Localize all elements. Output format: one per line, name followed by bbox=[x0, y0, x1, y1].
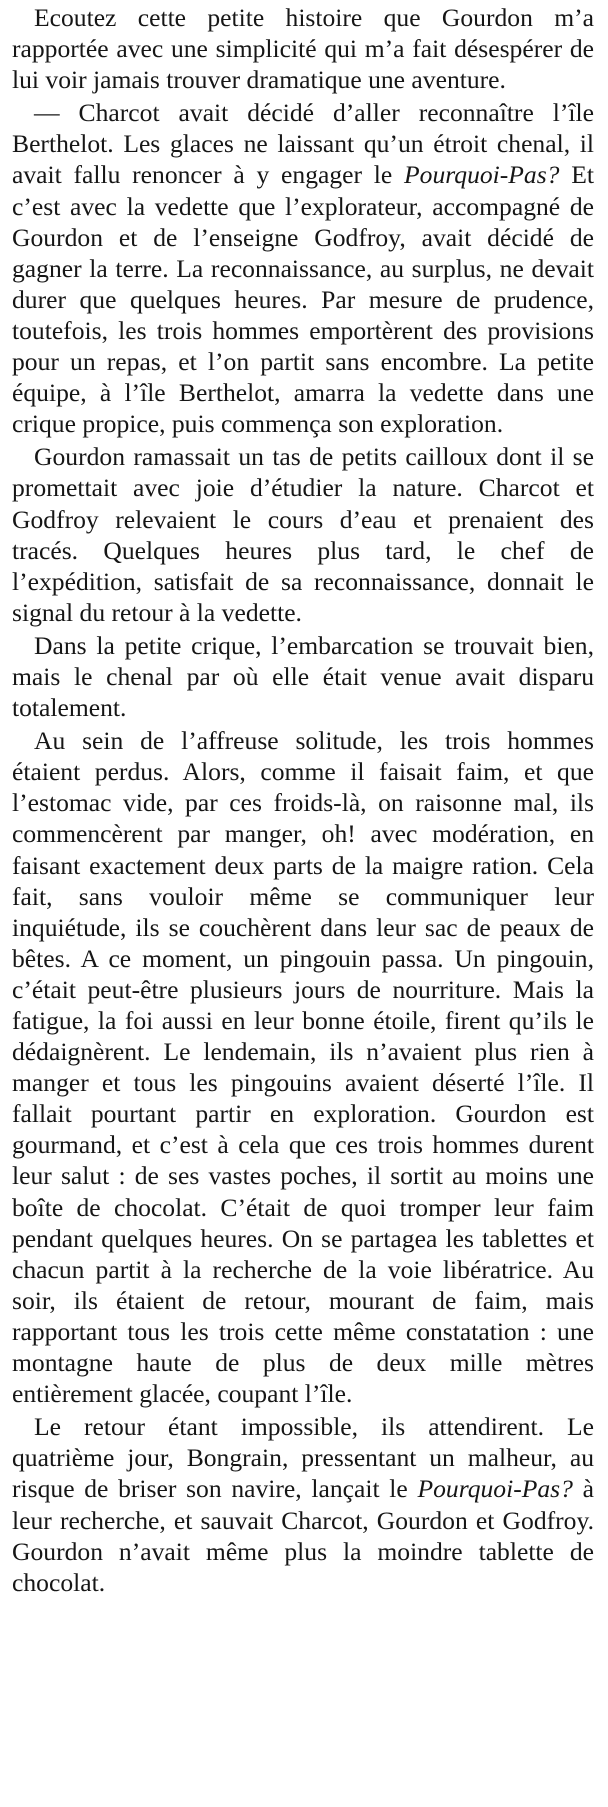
paragraph-rescue bbox=[12, 1411, 594, 1598]
paragraph-text: Le retour étant impossible, ils attendirent. Le quatrième jour, Bongrain, pressentant un malheur, au risque de briser son navire, lançait le bbox=[12, 1412, 594, 1504]
paragraph-intro bbox=[12, 2, 594, 95]
article-column bbox=[12, 2, 594, 1598]
paragraph-text: Au sein de l’affreuse solitude, les trois hommes étaient perdus. Alors, comme il faisait faim, et que l’estomac vide, par ces froids-là, on raisonne mal, ils commencèrent par manger, oh! avec modération, en faisant exactement deux parts de la maigre ration. Cela fait, sans vouloir même se communiquer leur inquiétude, ils se couchèrent dans leur sac de peaux de bêtes. A ce moment, un pingouin passa. Un pingouin, c’était peut-être plusieurs jours de nourriture. Mais la fatigue, la foi aussi en leur bonne étoile, firent qu’ils le dédaignèrent. Le lendemain, ils n’avaient plus rien à manger et tous les pingouins avaient déserté l’île. Il fallait pourtant partir en exploration. Gourdon est gourmand, et c’est à cela que ces trois hommes durent leur salut : de ses vastes poches, il sortit au moins une boîte de chocolat. C’était de quoi tromper leur faim pendant quelques heures. On se partagea les tablettes et chacun partit à la recherche de la voie libératrice. Au soir, ils étaient de retour, mourant de faim, mais rapportant tous les trois cette même constatation : une montagne haute de plus de deux mille mètres entièrement glacée, coupant l’île. bbox=[12, 726, 594, 1409]
paragraph-text: à leur recherche, et sauvait Charcot, Gourdon et Godfroy. Gourdon n’avait même plus la moindre tablette de chocolat. bbox=[12, 1474, 594, 1597]
paragraph-expedition bbox=[12, 97, 594, 439]
ship-name: Pourquoi-Pas? bbox=[417, 1474, 573, 1504]
ship-name: Pourquoi-Pas? bbox=[404, 160, 560, 190]
paragraph-text: — Charcot avait décidé d’aller reconnaître l’île Berthelot. Les glaces ne laissant qu’un étroit chenal, il avait fallu renoncer à y engager le bbox=[12, 98, 594, 190]
paragraph-text: Ecoutez cette petite histoire que Gourdon m’a rapportée avec une simplicité qui m’a fait désespérer de lui voir jamais trouver dramatique une aventure. bbox=[12, 3, 594, 95]
paragraph-channel-gone bbox=[12, 630, 594, 723]
paragraph-lost bbox=[12, 725, 594, 1409]
paragraph-text: Dans la petite crique, l’embarcation se trouvait bien, mais le chenal par où elle était venue avait disparu totalement. bbox=[12, 630, 594, 723]
paragraph-exploration bbox=[12, 441, 594, 628]
paragraph-text: Gourdon ramassait un tas de petits cailloux dont il se promettait avec joie d’étudier la nature. Charcot et Godfroy relevaient le cours d’eau et prenaient des tracés. Quelques heures plus tard, le chef de l’expédition, satisfait de sa reconnaissance, donnait le signal du retour à la vedette. bbox=[12, 442, 594, 627]
paragraph-text: Et c’est avec la vedette que l’explorateur, accompagné de Gourdon et de l’enseigne Godfroy, avait décidé de gagner la terre. La reconnaissance, au surplus, ne devait durer que quelques heures. Par mesure de prudence, toutefois, les trois hommes emportèrent des provisions pour un repas, et l’on partit sans encombre. La petite équipe, à l’île Berthelot, amarra la vedette dans une crique propice, puis commença son exploration. bbox=[12, 160, 594, 439]
